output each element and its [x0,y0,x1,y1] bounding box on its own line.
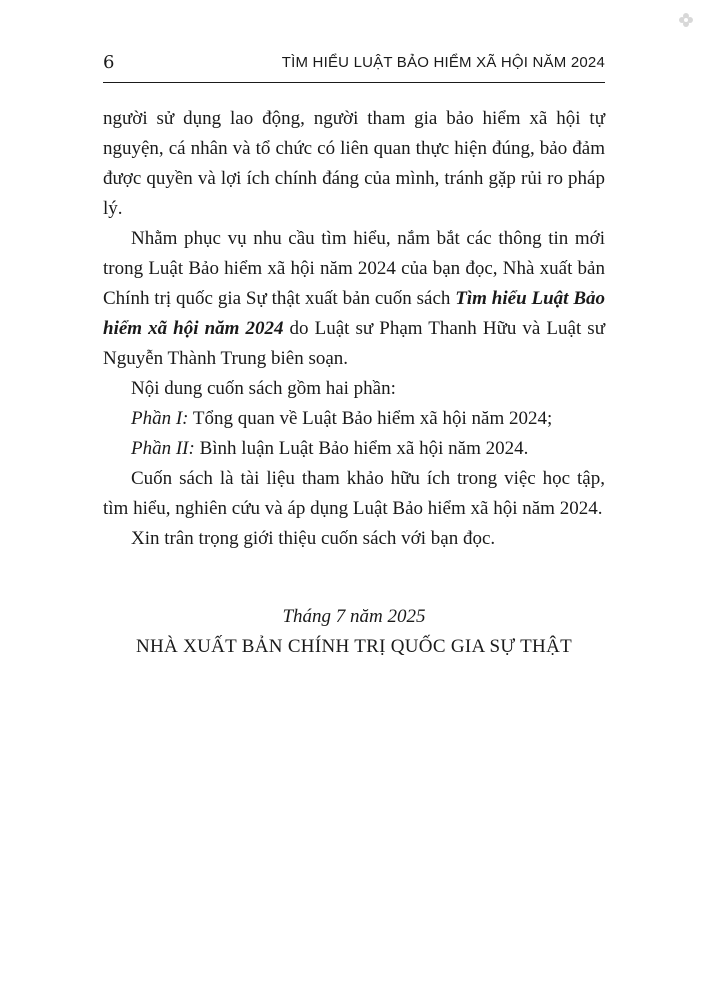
paragraph-2-intro: Nhằm phục vụ nhu cầu tìm hiểu, nắm bắt các thông tin mới trong Luật Bảo hiểm xã hội năm 2024 của bạn đọc, Nhà xuất bản Chính trị quốc gia Sự thật xuất bản cuốn sách [103,228,605,309]
signature-block [103,602,605,662]
paragraph-2-end: do Luật sư Phạm Thanh Hữu và Luật sư Nguyễn Thành Trung biên soạn. [103,318,605,369]
publisher-name: NHÀ XUẤT BẢN CHÍNH TRỊ QUỐC GIA SỰ THẬT [135,636,572,657]
running-title: TÌM HIỂU LUẬT BẢO HIỂM XÃ HỘI NĂM 2024 [281,54,605,71]
signature-date: Tháng 7 năm 2025 [282,606,426,627]
part-2-line [103,434,605,464]
part-1-label: Phần I: [131,408,189,429]
flower-icon [678,12,694,28]
paragraph-4: Cuốn sách là tài liệu tham khảo hữu ích trong việc học tập, tìm hiểu, nghiên cứu và áp dụng Luật Bảo hiểm xã hội năm 2024. [103,468,605,519]
paragraph-5: Xin trân trọng giới thiệu cuốn sách với bạn đọc. [131,528,496,549]
body-text [103,104,605,554]
paragraph-3: Nội dung cuốn sách gồm hai phần: [131,378,396,399]
part-2-label: Phần II: [131,438,195,459]
header-rule [103,82,605,83]
page-number: 6 [103,52,115,73]
paragraph-2 [103,224,605,374]
paragraph-1: người sử dụng lao động, người tham gia bảo hiểm xã hội tự nguyện, cá nhân và tổ chức có liên quan thực hiện đúng, bảo đảm được quyền và lợi ích chính đáng của mình, tránh gặp rủi ro pháp lý. [103,108,605,219]
book-title: Tìm hiểu Luật Bảo hiểm xã hội năm 2024 [103,288,605,339]
part-2-text: Bình luận Luật Bảo hiểm xã hội năm 2024. [194,438,529,459]
part-1-line [103,404,605,434]
part-1-text: Tổng quan về Luật Bảo hiểm xã hội năm 2024; [188,408,553,429]
